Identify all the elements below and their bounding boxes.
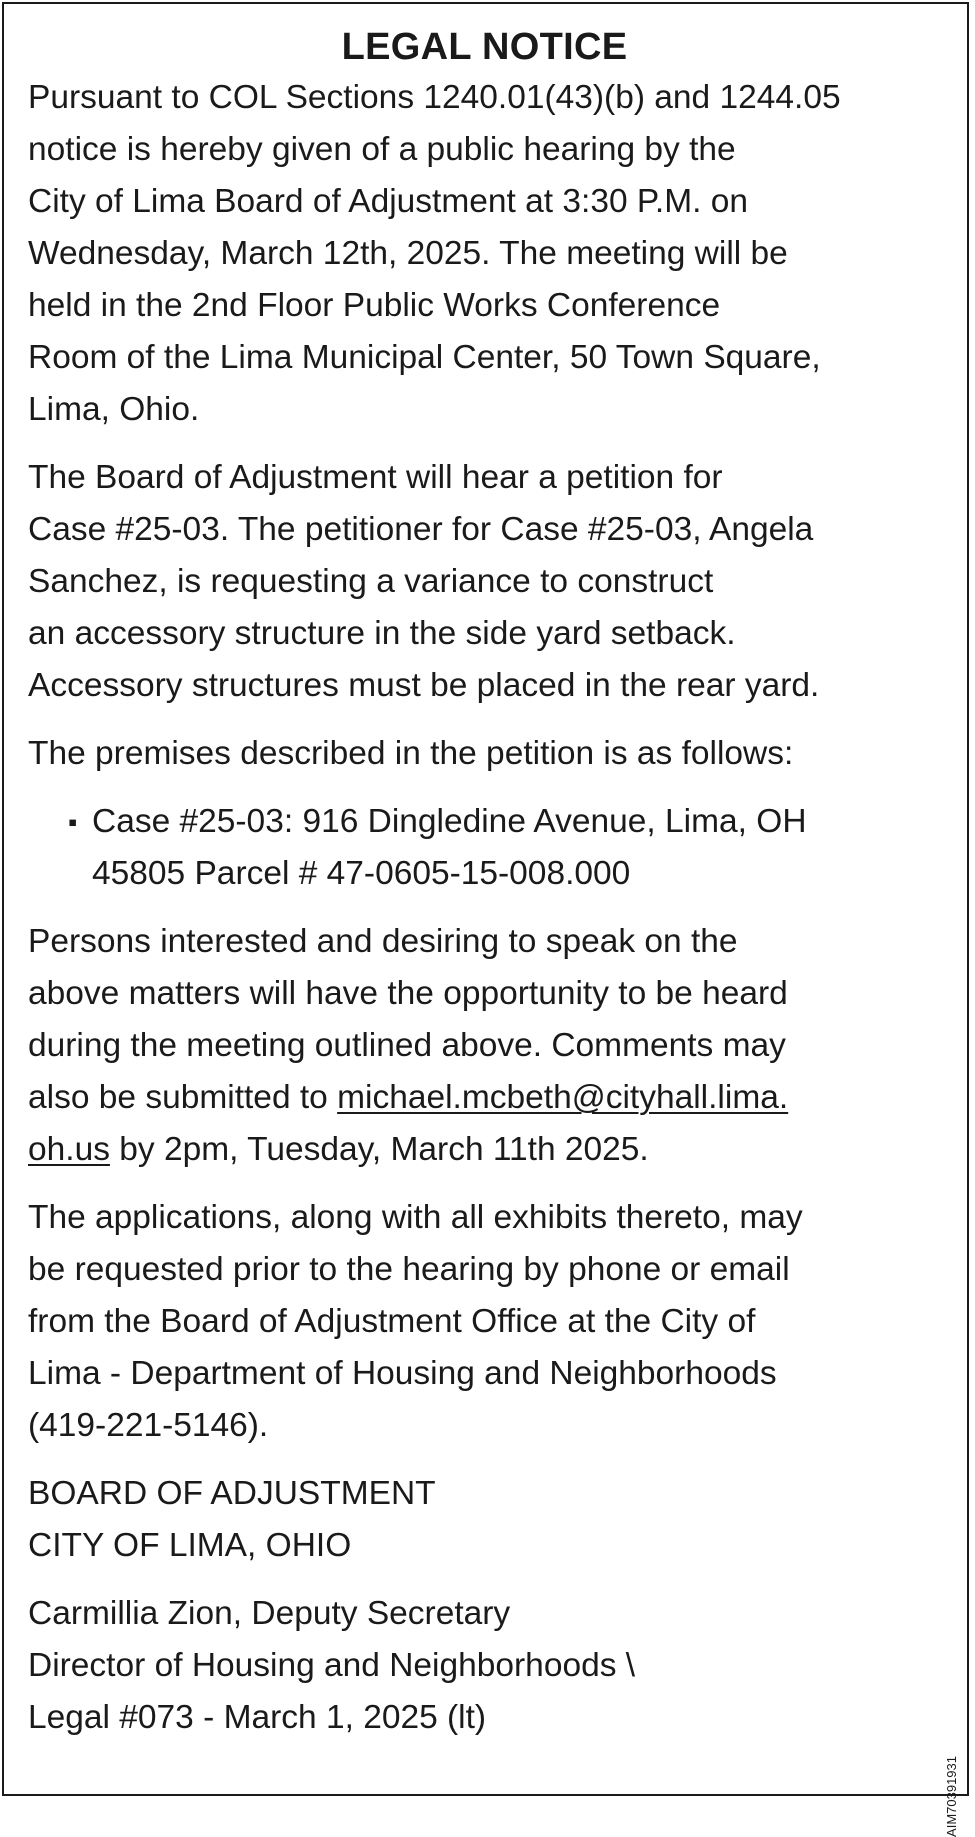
- applications-line: Lima - Department of Housing and Neighborhoods: [28, 1355, 777, 1392]
- comments-line: during the meeting outlined above. Comments may: [28, 1027, 786, 1064]
- notice-title: LEGAL NOTICE: [341, 26, 628, 68]
- comments-line: [28, 1072, 941, 1124]
- petition-paragraph: [28, 452, 941, 712]
- comments-text: also be submitted to: [28, 1079, 338, 1116]
- intro-line: Lima, Ohio.: [28, 391, 200, 428]
- petition-line: Sanchez, is requesting a variance to construct: [28, 563, 714, 600]
- premises-line: Case #25-03: 916 Dingledine Avenue, Lima, OH: [92, 803, 807, 840]
- board-line: CITY OF LIMA, OHIO: [28, 1527, 352, 1564]
- premises-line: 45805 Parcel # 47-0605-15-008.000: [92, 855, 631, 892]
- intro-line: Pursuant to COL Sections 1240.01(43)(b) and 1244.05: [28, 79, 841, 116]
- premises-list: [28, 796, 941, 900]
- comments-text: by 2pm, Tuesday, March 11th 2025.: [109, 1131, 649, 1168]
- email-link[interactable]: oh.us: [28, 1131, 110, 1168]
- signature-block: [28, 1588, 941, 1744]
- intro-paragraph: [28, 72, 941, 436]
- intro-line: City of Lima Board of Adjustment at 3:30 P.M. on: [28, 183, 749, 220]
- comments-line: above matters will have the opportunity to be heard: [28, 975, 788, 1012]
- petition-line: Case #25-03. The petitioner for Case #25-03, Angela: [28, 511, 814, 548]
- comments-line: Persons interested and desiring to speak on the: [28, 923, 738, 960]
- legal-notice: [2, 2, 969, 1837]
- intro-line: Room of the Lima Municipal Center, 50 Town Square,: [28, 339, 821, 376]
- comments-paragraph: [28, 916, 941, 1176]
- applications-paragraph: [28, 1192, 941, 1452]
- comments-line: [28, 1124, 941, 1176]
- applications-line: be requested prior to the hearing by phone or email: [28, 1251, 790, 1288]
- petition-line: Accessory structures must be placed in the rear yard.: [28, 667, 820, 704]
- intro-line: held in the 2nd Floor Public Works Conference: [28, 287, 721, 324]
- ad-id: AIM70391931: [944, 1756, 959, 1837]
- petition-line: The Board of Adjustment will hear a petition for: [28, 459, 723, 496]
- petition-line: an accessory structure in the side yard setback.: [28, 615, 736, 652]
- signature-line: Legal #073 - March 1, 2025 (lt): [28, 1699, 487, 1736]
- board-line: BOARD OF ADJUSTMENT: [28, 1475, 436, 1512]
- signature-line: Director of Housing and Neighborhoods \: [28, 1647, 636, 1684]
- signature-line: Carmillia Zion, Deputy Secretary: [28, 1595, 511, 1632]
- intro-line: Wednesday, March 12th, 2025. The meeting will be: [28, 235, 788, 272]
- email-link[interactable]: michael.mcbeth@cityhall.lima.: [337, 1079, 789, 1116]
- premises-intro: The premises described in the petition is as follows:: [28, 735, 794, 772]
- applications-line: The applications, along with all exhibits thereto, may: [28, 1199, 803, 1236]
- board-block: [28, 1468, 941, 1572]
- intro-line: notice is hereby given of a public hearing by the: [28, 131, 736, 168]
- square-bullet-icon: ▪: [68, 807, 78, 837]
- applications-line: (419-221-5146).: [28, 1407, 269, 1444]
- applications-line: from the Board of Adjustment Office at the City of: [28, 1303, 756, 1340]
- list-item: [68, 796, 941, 900]
